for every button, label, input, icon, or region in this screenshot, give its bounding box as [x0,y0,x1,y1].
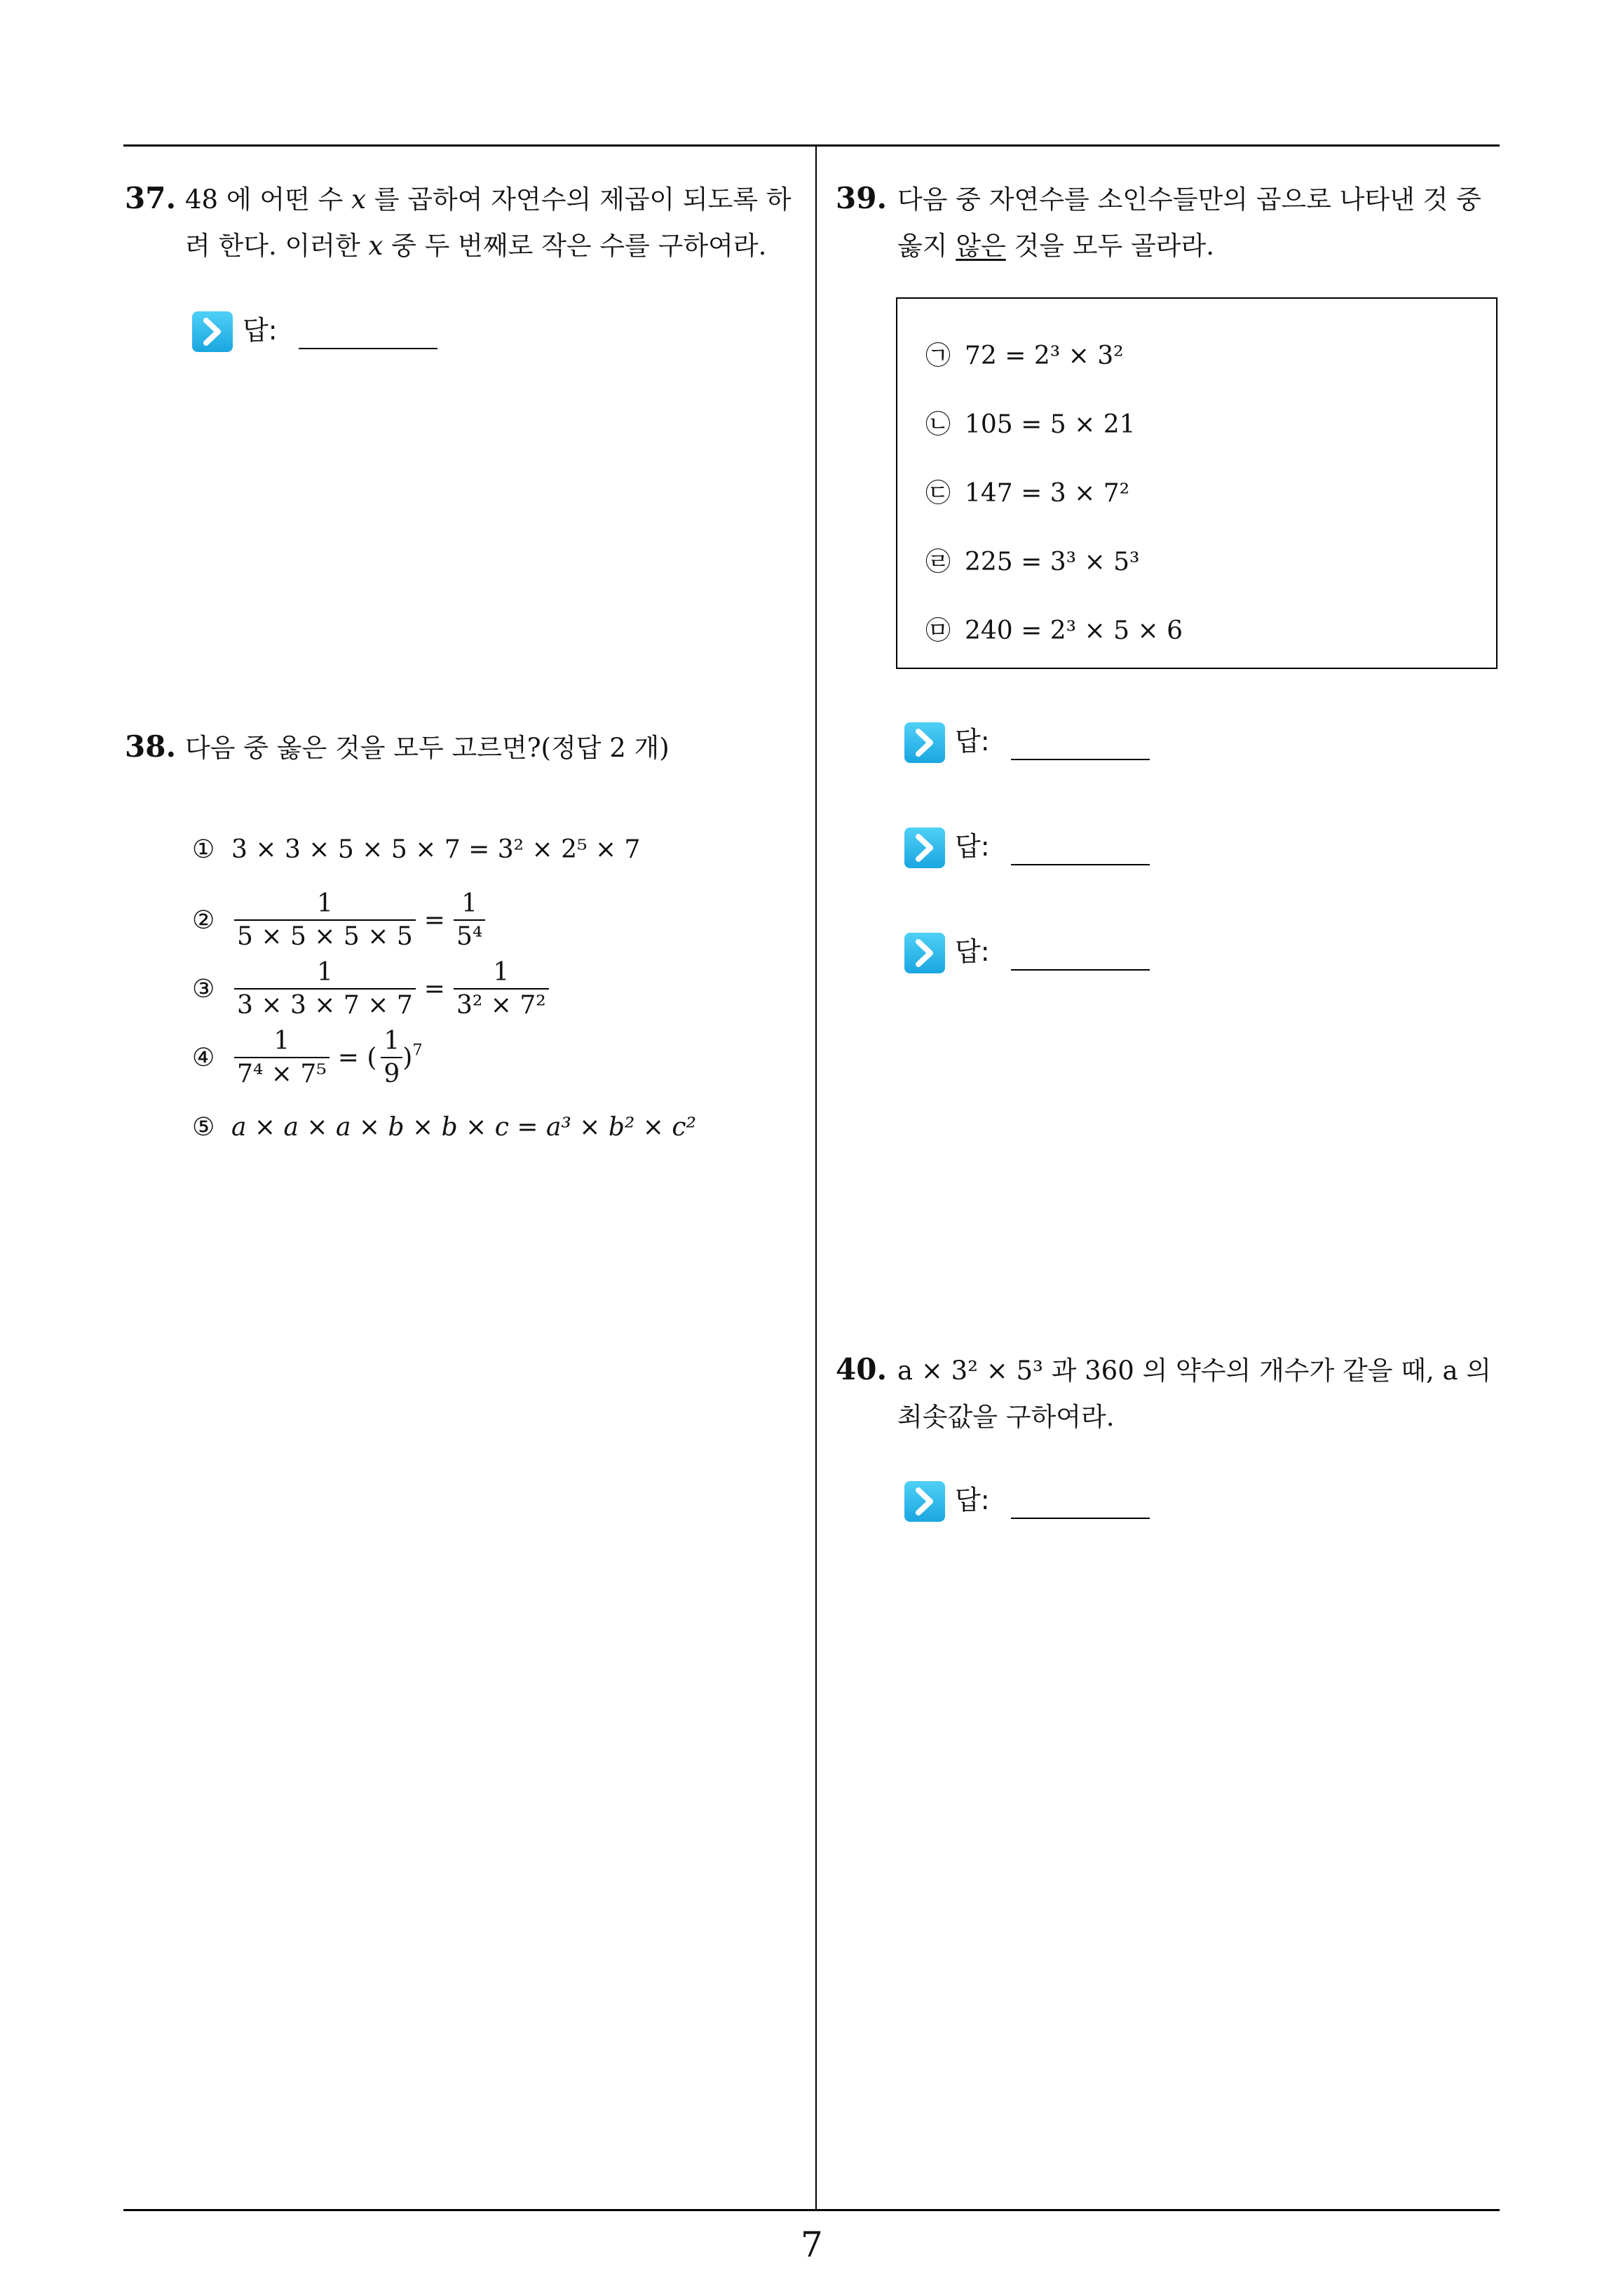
question-number: 37. [125,181,177,215]
answer-blank[interactable] [1011,969,1150,971]
answer-blank[interactable] [299,348,437,349]
answer-label: 답: [955,831,990,862]
answer-field[interactable] [192,311,444,353]
answer-label: 답: [955,936,990,967]
fraction: $\frac{1}{\text{3² × 7²}}$ [454,957,549,1022]
answer-label: 답: [955,1485,990,1515]
answer-blank[interactable] [1011,864,1150,865]
answer-label: 답: [243,315,278,346]
page-number: 7 [801,2224,823,2265]
option-4[interactable]: ④ $\frac{1}{\text{7⁴ × 7⁵}}$ = ( $\frac{1}{9}$ )$^7$ [192,1027,423,1090]
variable-x: x [368,231,383,261]
option-1[interactable]: ① 3 × 3 × 5 × 5 × 7 = 3² × 2⁵ × 7 [192,835,641,864]
chevron-right-icon [904,722,945,763]
choice-a[interactable]: ㉠ 72 = 2³ × 3² [925,342,1124,370]
fraction: $\frac{1}{5 \times 5 \times 5 \times 5}$ [234,889,416,953]
fraction: $\frac{1}{\text{5⁴}}$ [454,889,485,953]
answer-field[interactable] [904,722,1157,764]
option-5[interactable]: ⑤ a × a × a × b × b × c = a³ × b² × c² [192,1113,697,1142]
question-number: 40. [836,1352,888,1386]
choices-box [896,297,1498,669]
option-3[interactable]: ③ $\frac{1}{3 \times 3 \times 7 \times 7}$ = $\frac{1}{\text{3² × 7²}}$ [192,958,552,1021]
bottom-rule [123,2209,1500,2211]
chevron-right-icon [192,311,233,352]
answer-field[interactable] [904,828,1157,870]
fraction: $\frac{1}{\text{7⁴ × 7⁵}}$ [234,1026,330,1090]
variable-x: x [351,184,366,215]
choice-e[interactable]: ㉤ 240 = 2³ × 5 × 6 [925,616,1183,645]
answer-blank[interactable] [1011,1518,1150,1519]
underlined-not: 않은 [956,231,1006,261]
chevron-right-icon [904,828,945,868]
fraction: $\frac{1}{9}$ [381,1026,402,1090]
chevron-right-icon [904,933,945,973]
question-number: 39. [836,181,888,215]
option-2[interactable]: ② $\frac{1}{5 \times 5 \times 5 \times 5}$ = $\frac{1}{\text{5⁴}}$ [192,889,488,952]
choice-b[interactable]: ㉡ 105 = 5 × 21 [925,410,1136,439]
answer-field[interactable] [904,1481,1157,1523]
question-text: 48 에 어떤 수 x 를 곱하여 자연수의 제곱이 되도록 하 려 한다. 이러한 x 중 두 번째로 작은 수를 구하여라. [185,184,792,261]
answer-field[interactable] [904,933,1157,975]
choice-d[interactable]: ㉣ 225 = 3³ × 5³ [925,548,1140,576]
question-text: a × 3² × 5³ 과 360 의 약수의 개수가 같을 때, a 의 최솟값을 구하여라. [897,1356,1492,1432]
answer-label: 답: [955,726,990,757]
column-divider [815,144,817,2210]
question-number: 38. [125,729,177,764]
fraction: $\frac{1}{3 \times 3 \times 7 \times 7}$ [234,957,416,1022]
question-text: 다음 중 자연수를 소인수들만의 곱으로 나타낸 것 중 옳지 않은 것을 모두 골라라. [897,184,1481,261]
choice-c[interactable]: ㉢ 147 = 3 × 7² [925,479,1130,508]
top-rule [123,144,1500,147]
chevron-right-icon [904,1481,945,1522]
question-text: 다음 중 옳은 것을 모두 고르면?(정답 2 개) [185,733,670,763]
answer-blank[interactable] [1011,759,1150,760]
